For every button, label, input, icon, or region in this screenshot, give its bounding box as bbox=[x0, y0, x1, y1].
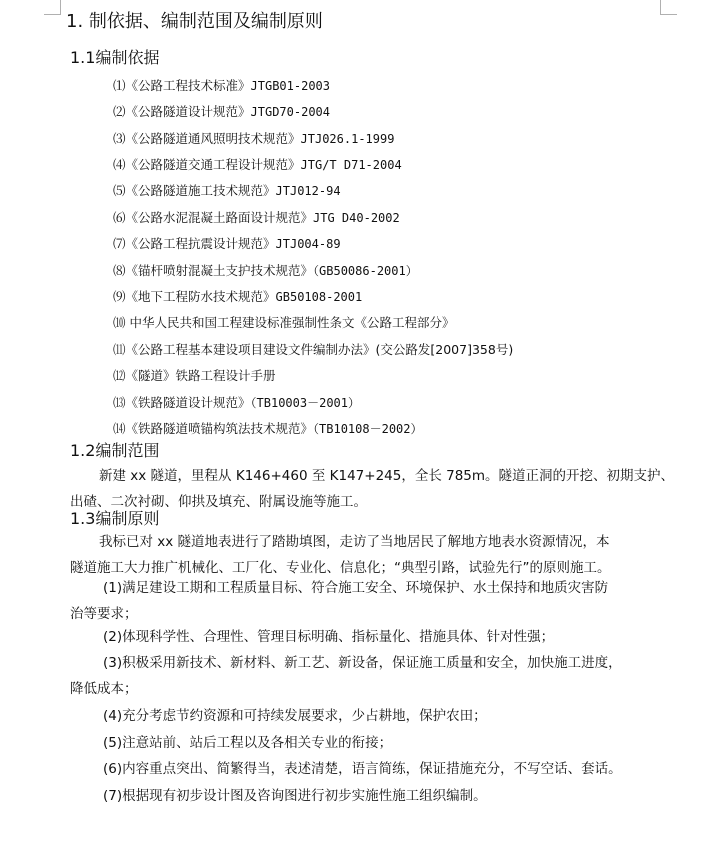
reference-number: ⑼ bbox=[113, 289, 126, 304]
reference-item bbox=[113, 235, 341, 253]
reference-item bbox=[113, 130, 394, 148]
reference-item bbox=[113, 314, 455, 332]
reference-number: ⑸ bbox=[113, 183, 126, 198]
principle-item bbox=[70, 730, 650, 756]
reference-code: JTGD70-2004 bbox=[250, 105, 331, 119]
item-line: (1)满足建设工期和工程质量目标、符合施工安全、环境保护、水土保持和地质灾害防 bbox=[103, 580, 609, 596]
reference-item bbox=[113, 262, 418, 280]
reference-code: GB50108-2001 bbox=[275, 290, 363, 304]
reference-item bbox=[113, 209, 400, 227]
section-heading-basis: 1.1编制依据 bbox=[70, 48, 160, 67]
principles-intro-paragraph bbox=[70, 529, 645, 581]
reference-title: 《锚杆喷射混凝土支护技术规范》 bbox=[125, 263, 314, 278]
reference-item bbox=[113, 77, 330, 95]
section-heading-principles: 1.3编制原则 bbox=[70, 509, 160, 528]
reference-number: ⑷ bbox=[113, 157, 126, 172]
reference-item bbox=[113, 367, 276, 385]
reference-number: ⑽ bbox=[113, 315, 126, 330]
paragraph-line: 新建 xx 隧道，里程从 K146+460 至 K147+245，全长 785m。隧道正洞的开挖、初期支护、 bbox=[99, 468, 675, 484]
reference-title: 《公路工程基本建设项目建设文件编制办法》(交公路发[2007]358号) bbox=[125, 342, 514, 357]
reference-title: 《公路水泥混凝土路面设计规范》 bbox=[125, 210, 314, 225]
reference-code: JTG D40-2002 bbox=[313, 211, 400, 225]
item-line: (7)根据现有初步设计图及咨询图进行初步实施性施工组织编制。 bbox=[103, 788, 487, 804]
reference-number: ⑴ bbox=[113, 78, 126, 93]
reference-item bbox=[113, 156, 402, 174]
reference-title: 《隧道》铁路工程设计手册 bbox=[125, 368, 276, 383]
reference-number: ⑵ bbox=[113, 104, 126, 119]
reference-item bbox=[113, 341, 513, 359]
reference-item bbox=[113, 394, 360, 412]
reference-item bbox=[113, 103, 330, 121]
principle-item bbox=[70, 650, 650, 702]
reference-title: 《铁路隧道喷锚构筑法技术规范》 bbox=[125, 421, 314, 436]
reference-title: 《铁路隧道设计规范》 bbox=[125, 395, 251, 410]
reference-code: JTJ012-94 bbox=[275, 184, 341, 198]
reference-title: 中华人民共和国工程建设标准强制性条文《公路工程部分》 bbox=[125, 315, 455, 330]
item-line: 降低成本； bbox=[70, 681, 138, 697]
item-line: (6)内容重点突出、简繁得当，表述清楚，语言简练，保证措施充分，不写空话、套话。 bbox=[103, 761, 622, 777]
principle-item bbox=[70, 756, 650, 782]
reference-number: ⒁ bbox=[113, 421, 126, 436]
reference-number: ⑻ bbox=[113, 263, 126, 278]
item-line: (5)注意站前、站后工程以及各相关专业的衔接； bbox=[103, 735, 393, 751]
item-line: 治等要求； bbox=[70, 606, 138, 622]
reference-title: 《地下工程防水技术规范》 bbox=[125, 289, 276, 304]
reference-title: 《公路工程抗震设计规范》 bbox=[125, 236, 276, 251]
item-line: (2)体现科学性、合理性、管理目标明确、指标量化、措施具体、针对性强； bbox=[103, 629, 555, 645]
reference-item bbox=[113, 288, 362, 306]
margin-corner-mark-right bbox=[660, 0, 677, 15]
reference-code: JTJ026.1-1999 bbox=[300, 132, 395, 146]
reference-code: JTJ004-89 bbox=[275, 237, 341, 251]
reference-title: 《公路工程技术标准》 bbox=[125, 78, 251, 93]
reference-number: ⒀ bbox=[113, 395, 126, 410]
margin-corner-mark-left bbox=[44, 0, 61, 15]
principle-item bbox=[70, 783, 650, 809]
reference-item bbox=[113, 420, 423, 438]
principle-item bbox=[70, 624, 650, 650]
principle-item bbox=[70, 703, 650, 729]
item-line: (4)充分考虑节约资源和可持续发展要求，少占耕地，保护农田； bbox=[103, 708, 487, 724]
reference-code: （TB10003－2001） bbox=[250, 396, 361, 410]
reference-code: JTGB01-2003 bbox=[250, 79, 331, 93]
paragraph-line: 隧道施工大力推广机械化、工厂化、专业化、信息化；“典型引路，试验先行”的原则施工。 bbox=[70, 560, 611, 576]
paragraph-line: 出碴、二次衬砌、仰拱及填充、附属设施等施工。 bbox=[70, 494, 367, 510]
reference-item bbox=[113, 182, 341, 200]
reference-number: ⑾ bbox=[113, 342, 126, 357]
chapter-heading: 1. 制依据、编制范围及编制原则 bbox=[66, 11, 323, 32]
paragraph-line: 我标已对 xx 隧道地表进行了踏勘填图，走访了当地居民了解地方地表水资源情况，本 bbox=[99, 534, 610, 550]
reference-number: ⑿ bbox=[113, 368, 126, 383]
reference-title: 《公路隧道施工技术规范》 bbox=[125, 183, 276, 198]
section-heading-scope: 1.2编制范围 bbox=[70, 441, 160, 460]
reference-number: ⑶ bbox=[113, 131, 126, 146]
reference-title: 《公路隧道通风照明技术规范》 bbox=[125, 131, 301, 146]
item-line: (3)积极采用新技术、新材料、新工艺、新设备，保证施工质量和安全，加快施工进度， bbox=[103, 655, 622, 671]
reference-title: 《公路隧道交通工程设计规范》 bbox=[125, 157, 301, 172]
principle-item bbox=[70, 575, 650, 627]
reference-code: （GB50086-2001） bbox=[313, 264, 418, 278]
reference-code: JTG/T D71-2004 bbox=[300, 158, 402, 172]
reference-number: ⑺ bbox=[113, 236, 126, 251]
reference-number: ⑹ bbox=[113, 210, 126, 225]
reference-code: （TB10108－2002） bbox=[313, 422, 423, 436]
reference-title: 《公路隧道设计规范》 bbox=[125, 104, 251, 119]
